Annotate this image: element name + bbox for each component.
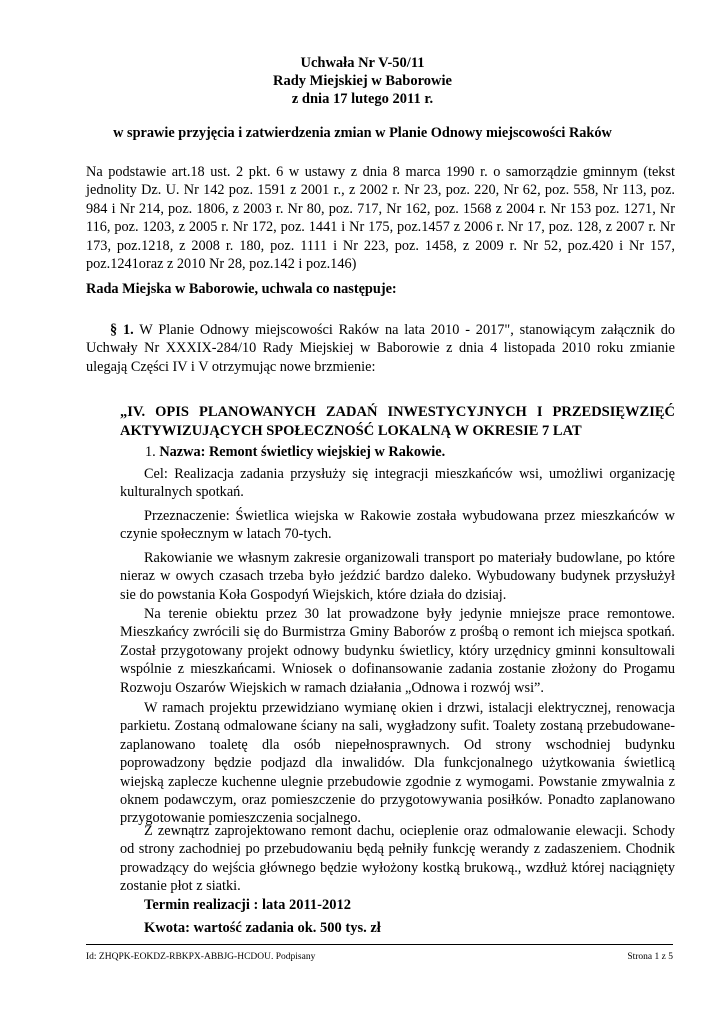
paragraph-1 — [86, 321, 675, 376]
legal-basis: Na podstawie art.18 ust. 2 pkt. 6 w ustawy z dnia 8 marca 1990 r. o samorządzie gminnym (tekst jednolity Dz. U. Nr 142 poz. 1591 z 2001 r., z 2002 r. Nr 23, poz. 220, Nr 62, poz. 558, Nr 113, poz. 984 i Nr 214, poz. 1806, z 2003 r. Nr 80, poz. 717, Nr 162, poz. 1568 z 2004 r. Nr 153 poz. 1271, Nr 116, poz. 1203, z 2005 r. Nr 172, poz. 1441 i Nr 175, poz.1457 z 2006 r. Nr 17, poz. 128, z 2007 r. Nr 173, poz.1218, z 2008 r. 180, poz. 1111 i Nr 223, poz. 1458, z 2009 r. Nr 52, poz.420 i Nr 157, poz.1241oraz z 2010 Nr 28, poz.142 i poz.146) — [86, 164, 675, 273]
paragraph-1-marker: § 1. — [110, 322, 134, 338]
task-purpose: Przeznaczenie: Świetlica wiejska w Rakowie została wybudowana przez mieszkańców w czynie społecznym w latach 70-tych. — [120, 508, 675, 543]
task-item-name: Nazwa: Remont świetlicy wiejskiej w Rakowie. — [159, 444, 446, 460]
resolution-number: Uchwała Nr V-50/11 — [300, 55, 425, 71]
resolution-date: z dnia 17 lutego 2011 r. — [291, 91, 434, 107]
resolution-intro: Rada Miejska w Baborowie, uchwala co następuje: — [86, 281, 397, 297]
task-amount: Kwota: wartość zadania ok. 500 tys. zł — [144, 920, 381, 936]
task-scope-exterior: Z zewnątrz zaprojektowano remont dachu, ocieplenie oraz odmalowanie elewacji. Schody od strony zachodniej po przebudowaniu będą pełniły funkcję werandy z zadaszeniem. Chodnik prowadzący do wejścia głównego będzie wyłożony kostką brukową., wzdłuż której naciągnięty zostanie płot z siatki. — [120, 823, 675, 895]
task-background: Na terenie obiektu przez 30 lat prowadzone były jedynie mniejsze prace remontowe. Mieszkańcy zwrócili się do Burmistrza Gminy Baborów z prośbą o remont ich miejsca spotkań. Został przygotowany projekt odnowy budynku świetlicy, który urzędnicy gminni konsultowali wspólnie z mieszkańcami. Wniosek o dofinansowanie zadania zostanie złożony do Progamu Rozwoju Oszarów Wiejskich w ramach działania „Odnowa i rozwój wsi”. — [120, 606, 675, 696]
resolution-subject: w sprawie przyjęcia i zatwierdzenia zmian w Planie Odnowy miejscowości Raków — [113, 125, 612, 141]
footer-page-number: Strona 1 z 5 — [627, 952, 673, 962]
task-history: Rakowianie we własnym zakresie organizowali transport po materiały budowlane, po które nieraz w owych czasach trzeba było jeździć bardzo daleko. Wybudowany budynek przysłużył sie do powstania Koła Gospodyń Wiejskich, które działa do dzisiaj. — [120, 550, 675, 603]
paragraph-1-text: W Planie Odnowy miejscowości Raków na lata 2010 - 2017", stanowiącym załącznik do Uchwały Nr XXXIX-284/10 Rady Miejskiej w Baborowie z dnia 4 listopada 2010 roku zmianie ulegają Części IV i V otrzymując nowe brzmienie: — [86, 322, 675, 375]
section-iv-heading: „IV. OPIS PLANOWANYCH ZADAŃ INWESTYCYJNYCH I PRZEDSIĘWZIĘĆ AKTYWIZUJĄCYCH SPOŁECZNOŚĆ LOKALNĄ W OKRESIE 7 LAT — [120, 404, 675, 439]
task-scope-interior: W ramach projektu przewidziano wymianę okien i drzwi, istalacji elektrycznej, renowacja parkietu. Zostaną odmalowane ściany na sali, wygładzony sufit. Toalety zostaną przebudowane- zaplanowano toaletę dla osób niepełnosprawnych. Od strony wschodniej budynku poprowadzony będzie podjazd dla inwalidów. Dla funkcjonalnego użytkowania świetlicą wiejską zaplecze kuchenne ulegnie przebudowie zgodnie z wymogami. Powstanie zmywalnia z oknem podawczym, oraz pomieszczenie do przygotowywania posiłków. Ponadto zaplanowano przygotowanie pomieszczenia socjalnego. — [120, 700, 675, 827]
task-item-title — [145, 443, 675, 461]
task-goal: Cel: Realizacja zadania przysłuży się integracji mieszkańców wsi, umożliwi organizację kulturalnych spotkań. — [120, 466, 675, 501]
council-name: Rady Miejskiej w Baborowie — [273, 73, 452, 89]
task-item-number: 1. — [145, 444, 156, 460]
footer-document-id: Id: ZHQPK-EOKDZ-RBKPX-ABBJG-HCDOU. Podpisany — [86, 952, 316, 962]
task-term: Termin realizacji : lata 2011-2012 — [144, 897, 351, 913]
footer-divider — [86, 944, 673, 945]
